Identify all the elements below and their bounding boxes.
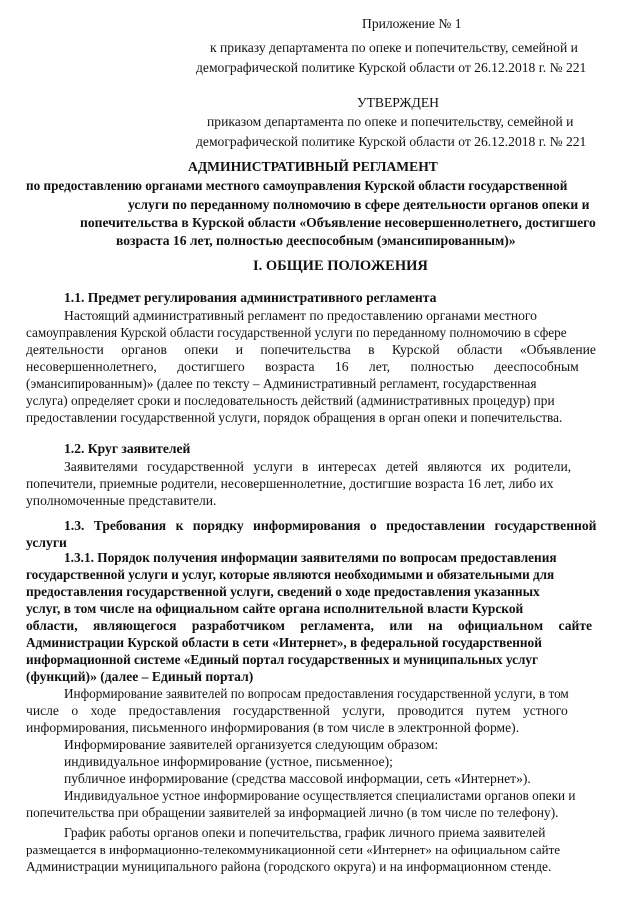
title-sub-line-1: по предоставлению органами местного самоуправления Курской области государственной [26, 178, 568, 193]
info-line-7: Индивидуальное устное информирование осуществляется специалистами органов опеки и [64, 788, 576, 803]
s12-line-2: попечители, приемные родители, несовершеннолетние, достигшие возраста 16 лет, либо их [26, 476, 554, 491]
approved-title: УТВЕРЖДЕН [357, 95, 439, 110]
info-line-2: числе о ходе предоставления государственной услуги, проводится путем устного [26, 703, 568, 718]
subsection-1-2-heading: 1.2. Круг заявителей [64, 441, 191, 456]
s11-line-6: услуга) определяет сроки и последовательность действий (административных процедур) при [26, 393, 555, 408]
info-line-11: Администрации муниципального района (городского округа) и на информационном стенде. [26, 859, 552, 874]
s12-line-1: Заявителями государственной услуги в интересах детей являются их родители, [64, 459, 572, 474]
section-heading: I. ОБЩИЕ ПОЛОЖЕНИЯ [253, 258, 428, 274]
info-line-5: индивидуальное информирование (устное, письменное); [64, 754, 393, 769]
s131-line-7: информационной системе «Единый портал государственных и муниципальных услуг [26, 652, 538, 667]
s131-line-4: услуг, в том числе на официальном сайте органа исполнительной власти Курской [26, 601, 524, 616]
info-line-6: публичное информирование (средства массовой информации, сеть «Интернет»). [64, 771, 531, 786]
s12-line-3: уполномоченные представители. [26, 493, 217, 508]
s131-line-5: области, являющегося разработчиком регламента, или на официальном сайте [26, 618, 593, 633]
subsection-1-3-heading: 1.3. Требования к порядку информирования о предоставлении государственной [64, 518, 597, 533]
title-sub-line-4: возраста 16 лет, полностью дееспособным (эмансипированным)» [116, 233, 516, 248]
s131-line-2: государственной услуги и услуг, которые являются необходимыми и обязательными для [26, 567, 555, 582]
s11-line-3: деятельности органов опеки и попечительства в Курской области «Объявление [26, 342, 596, 357]
info-line-4: Информирование заявителей организуется следующим образом: [64, 737, 439, 752]
info-line-1: Информирование заявителей по вопросам предоставления государственной услуги, в том [64, 686, 569, 701]
s11-line-1-text: Настоящий административный регламент по предоставлению органами местного [64, 308, 537, 323]
appendix-line-1: к приказу департамента по опеке и попечительству, семейной и [210, 40, 578, 55]
appendix-line-2: демографической политике Курской области от 26.12.2018 г. № 221 [196, 60, 587, 75]
approved-line-1: приказом департамента по опеке и попечительству, семейной и [207, 114, 574, 129]
s11-line-4: несовершеннолетнего, достигшего возраста 16 лет, полностью дееспособным [26, 359, 579, 374]
s11-line-7: предоставлении государственной услуги, порядок обращения в орган опеки и попечительства. [26, 410, 563, 425]
s11-line-2: самоуправления Курской области государственной услуги по переданному полномочию в сфере [26, 325, 567, 340]
s11-line-5: (эмансипированным)» (далее по тексту – Административный регламент, государственная [26, 376, 537, 391]
subsection-1-1-heading: 1.1. Предмет регулирования административного регламента [64, 290, 437, 305]
info-line-8: попечительства при обращении заявителей за информацией лично (в том числе по телефону). [26, 805, 559, 820]
s11-line-1 [64, 308, 612, 324]
subsection-1-3-heading-cont: услуги [26, 535, 67, 550]
info-line-9: График работы органов опеки и попечительства, график личного приема заявителей [64, 825, 546, 840]
s131-line-3: предоставления государственной услуги, сведений о ходе предоставления указанных [26, 584, 540, 599]
title-sub-line-2: услуги по переданному полномочию в сфере деятельности органов опеки и [128, 197, 590, 212]
document-title: АДМИНИСТРАТИВНЫЙ РЕГЛАМЕНТ [188, 159, 438, 174]
appendix-title: Приложение № 1 [362, 16, 462, 31]
approved-line-2: демографической политике Курской области от 26.12.2018 г. № 221 [196, 134, 587, 149]
info-line-10: размещается в информационно-телекоммуникационной сети «Интернет» на официальном сайте [26, 842, 561, 857]
s131-line-1: 1.3.1. Порядок получения информации заявителями по вопросам предоставления [64, 550, 557, 565]
title-sub-line-3: попечительства в Курской области «Объявление несовершеннолетнего, достигшего [80, 215, 596, 230]
s131-line-8: (функций)» (далее – Единый портал) [26, 669, 254, 684]
s131-line-6: Администрации Курской области в сети «Интернет», в федеральной государственной [26, 635, 542, 650]
info-line-3: информирования, письменного информирования (в том числе в электронной форме). [26, 720, 520, 735]
